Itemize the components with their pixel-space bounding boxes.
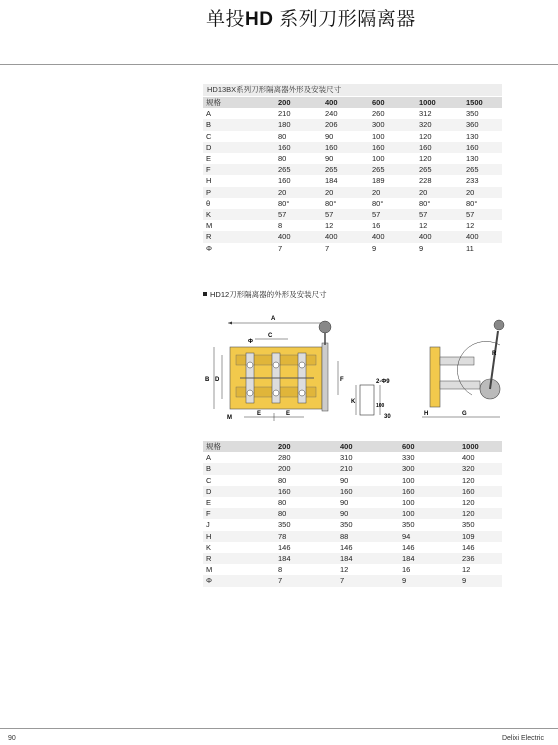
table-cell: 20 [416,187,463,198]
page-number: 90 [8,735,16,742]
table-cell: A [206,109,212,119]
label-A: A [271,316,276,322]
table-row [203,131,502,142]
table-cell: 7 [325,243,330,253]
table-cell: 80° [325,198,337,208]
table-cell: 400 [463,231,502,242]
table-row [203,475,502,486]
table-cell: 12 [419,221,428,231]
table-row [203,164,502,175]
label-G: G [462,411,467,417]
table-header-cell: 1000 [416,97,463,108]
table-row [203,575,502,586]
table-cell: 8 [278,221,283,231]
table-cell: 160 [369,142,416,153]
table-cell: 80 [278,131,287,141]
table-row [203,153,502,164]
table-cell: 330 [402,453,415,463]
table-cell: 11 [466,243,474,253]
table-cell: 236 [459,553,502,564]
table-row [203,209,502,220]
table-header-cell: 600 [399,441,459,452]
table-cell: 400 [416,231,463,242]
table-cell: 78 [275,531,337,542]
table-cell: J [206,520,210,530]
label-E1: E [257,411,262,417]
table-cell: 57 [416,209,463,220]
table-cell: E [206,154,212,164]
table-cell: 80° [419,198,431,208]
table-cell: 160 [322,142,369,153]
label-C: C [268,333,273,339]
table-header-row [203,97,502,108]
table-row [203,142,502,153]
table-cell: 400 [275,231,322,242]
table-cell: 280 [278,453,291,463]
table1-caption: HD13BX系列刀形隔离器外形及安装尺寸 [203,84,502,96]
table-cell: 300 [399,463,459,474]
page-title [206,4,416,31]
table-cell: 12 [340,565,349,575]
table-row [203,564,502,575]
table-cell: 160 [275,142,322,153]
label-B: B [205,377,210,383]
label-F: F [340,377,344,383]
table-cell: H [203,531,275,542]
table-cell: H [206,176,212,186]
table-cell: 146 [402,542,415,552]
table-cell: 160 [278,176,291,186]
table-cell: θ [206,198,211,208]
bullet-square-icon [203,292,207,296]
table-cell: C [206,475,212,485]
table-cell: 320 [459,463,502,474]
table-cell: 146 [340,542,353,552]
table-cell: B [203,463,275,474]
table-cell: 80 [275,508,337,519]
table-header-cell: 规格 [203,441,275,452]
table-cell: R [203,553,275,564]
table-row [203,175,502,186]
table-cell: 265 [322,164,369,175]
table-cell: 90 [325,131,334,141]
table-cell: R [203,231,275,242]
table-cell: 100 [402,475,415,485]
table-cell: 20 [322,187,369,198]
table-cell: P [203,187,275,198]
label-D: D [215,377,220,383]
table-row [203,463,502,474]
table-cell: 94 [399,531,459,542]
table-cell: 120 [459,508,502,519]
label-holes: 2-Φ9 [376,379,390,385]
table-cell: 80 [278,475,287,485]
table-cell: 80 [278,154,287,164]
table-cell: 184 [399,553,459,564]
section2-title: HD12刀形隔离器的外形及安装尺寸 [210,290,327,299]
table-cell: 228 [419,176,432,186]
table-cell: M [206,565,213,575]
label-E2: E [286,411,291,417]
footer-divider [0,728,558,729]
table-cell: C [206,131,212,141]
table-cell: 16 [402,565,411,575]
table-cell: A [206,453,212,463]
table-cell: 312 [419,109,432,119]
table-header-cell: 400 [322,97,369,108]
table-cell: 12 [325,221,334,231]
table2 [203,441,502,587]
table-row [203,508,502,519]
table-cell: F [203,508,275,519]
table-header-cell: 600 [369,97,416,108]
table-header-cell: 200 [275,97,322,108]
table-cell: 57 [322,209,369,220]
label-H: H [424,411,429,417]
table-cell: 350 [462,520,475,530]
table-cell: 120 [419,131,432,141]
table-cell: 8 [278,565,283,575]
table-cell: 120 [419,154,432,164]
table-cell: 400 [369,231,416,242]
table-cell: 320 [416,119,463,130]
table-cell: 146 [462,542,475,552]
table-cell: 184 [337,553,399,564]
table-cell: 9 [419,243,424,253]
table-cell: 265 [369,164,416,175]
table-cell: 160 [337,486,399,497]
table-row [203,497,502,508]
table-cell: 57 [463,209,502,220]
table-cell: 7 [278,243,283,253]
table-row [203,243,502,254]
title-bold: HD [245,9,274,30]
table-cell: 12 [462,565,471,575]
table-cell: 100 [372,154,385,164]
brand-name: Delixi Electric [501,735,544,742]
table-row [203,452,502,463]
table-cell: M [206,221,213,231]
table-row [203,119,502,130]
table-cell: 210 [337,463,399,474]
header-divider [0,64,558,65]
label-R: R [492,351,497,357]
table-cell: 9 [399,575,459,586]
table-cell: 9 [459,575,502,586]
table-cell: 20 [275,187,322,198]
table-cell: 90 [340,498,349,508]
title-prefix: 单投 [206,9,246,30]
table-cell: 300 [369,119,416,130]
table-cell: 200 [275,463,337,474]
table-cell: 57 [369,209,416,220]
table-cell: 189 [372,176,385,186]
table-cell: 265 [463,164,502,175]
table-cell: 120 [462,498,475,508]
table-cell: 240 [325,109,338,119]
table-cell: 109 [459,531,502,542]
table-row [203,187,502,198]
table-row [203,553,502,564]
table-header-cell: 1000 [459,441,502,452]
table-cell: F [203,164,275,175]
table-cell: 100 [402,498,415,508]
table-cell: 120 [462,475,475,485]
table-cell: 100 [372,131,385,141]
table-row [203,519,502,530]
table-cell: 80° [466,198,478,208]
table-cell: K [206,542,212,552]
table-row [203,531,502,542]
label-K: K [351,399,356,405]
table-cell: 184 [275,553,337,564]
table-header-cell: 400 [337,441,399,452]
table-cell: Φ [206,243,212,253]
table-cell: 7 [275,575,337,586]
table-cell: 400 [462,453,475,463]
table-cell: 184 [325,176,338,186]
table-header-row [203,441,502,452]
table-cell: 160 [459,486,502,497]
table-cell: 206 [322,119,369,130]
table-cell: 130 [466,131,479,141]
table-cell: K [203,209,275,220]
table-cell: 88 [337,531,399,542]
table-row [203,542,502,553]
table-cell: 146 [278,542,291,552]
table-cell: 90 [340,475,349,485]
table-cell: 100 [399,508,459,519]
table-row [203,486,502,497]
table-cell: 350 [402,520,415,530]
table-cell: 400 [322,231,369,242]
label-100: 100 [376,403,385,409]
table-cell: B [203,119,275,130]
table-cell: 80° [372,198,384,208]
table-cell: 160 [416,142,463,153]
table-cell: 80° [278,198,290,208]
table-cell: 20 [369,187,416,198]
table-cell: 210 [278,109,291,119]
table-cell: 16 [372,221,381,231]
title-suffix: 系列刀形隔离器 [273,9,416,30]
table1 [203,97,502,254]
table-cell: 260 [372,109,385,119]
table-row [203,231,502,242]
table-cell: 160 [275,486,337,497]
table-cell: 233 [466,176,479,186]
table-cell: 350 [340,520,353,530]
hd12-diagram [200,305,510,433]
table-cell: 130 [466,154,479,164]
label-M: M [227,415,232,421]
table-cell: 160 [399,486,459,497]
table-row [203,198,502,209]
table-row [203,220,502,231]
table-cell: 350 [278,520,291,530]
table-cell: 9 [372,243,377,253]
table-row [203,108,502,119]
table-cell: 180 [275,119,322,130]
table-cell: 350 [466,109,479,119]
table-cell: D [203,142,275,153]
table-cell: 90 [337,508,399,519]
table-cell: 80 [278,498,287,508]
table-cell: E [206,498,212,508]
table-header-cell: 200 [275,441,337,452]
table-cell: 265 [416,164,463,175]
table-cell: 7 [337,575,399,586]
table-header-cell: 1500 [463,97,502,108]
section2-heading [203,289,327,300]
table-cell: 160 [463,142,502,153]
label-phi: Φ [248,339,253,345]
table-cell: 12 [466,221,475,231]
table-cell: 57 [275,209,322,220]
table-cell: 360 [463,119,502,130]
table-cell: Φ [203,575,275,586]
table-cell: 265 [275,164,322,175]
table-cell: 90 [325,154,334,164]
table-cell: 310 [340,453,353,463]
label-30: 30 [384,414,391,420]
table-cell: 20 [463,187,502,198]
table-header-cell: 规格 [203,97,275,108]
table-cell: D [203,486,275,497]
